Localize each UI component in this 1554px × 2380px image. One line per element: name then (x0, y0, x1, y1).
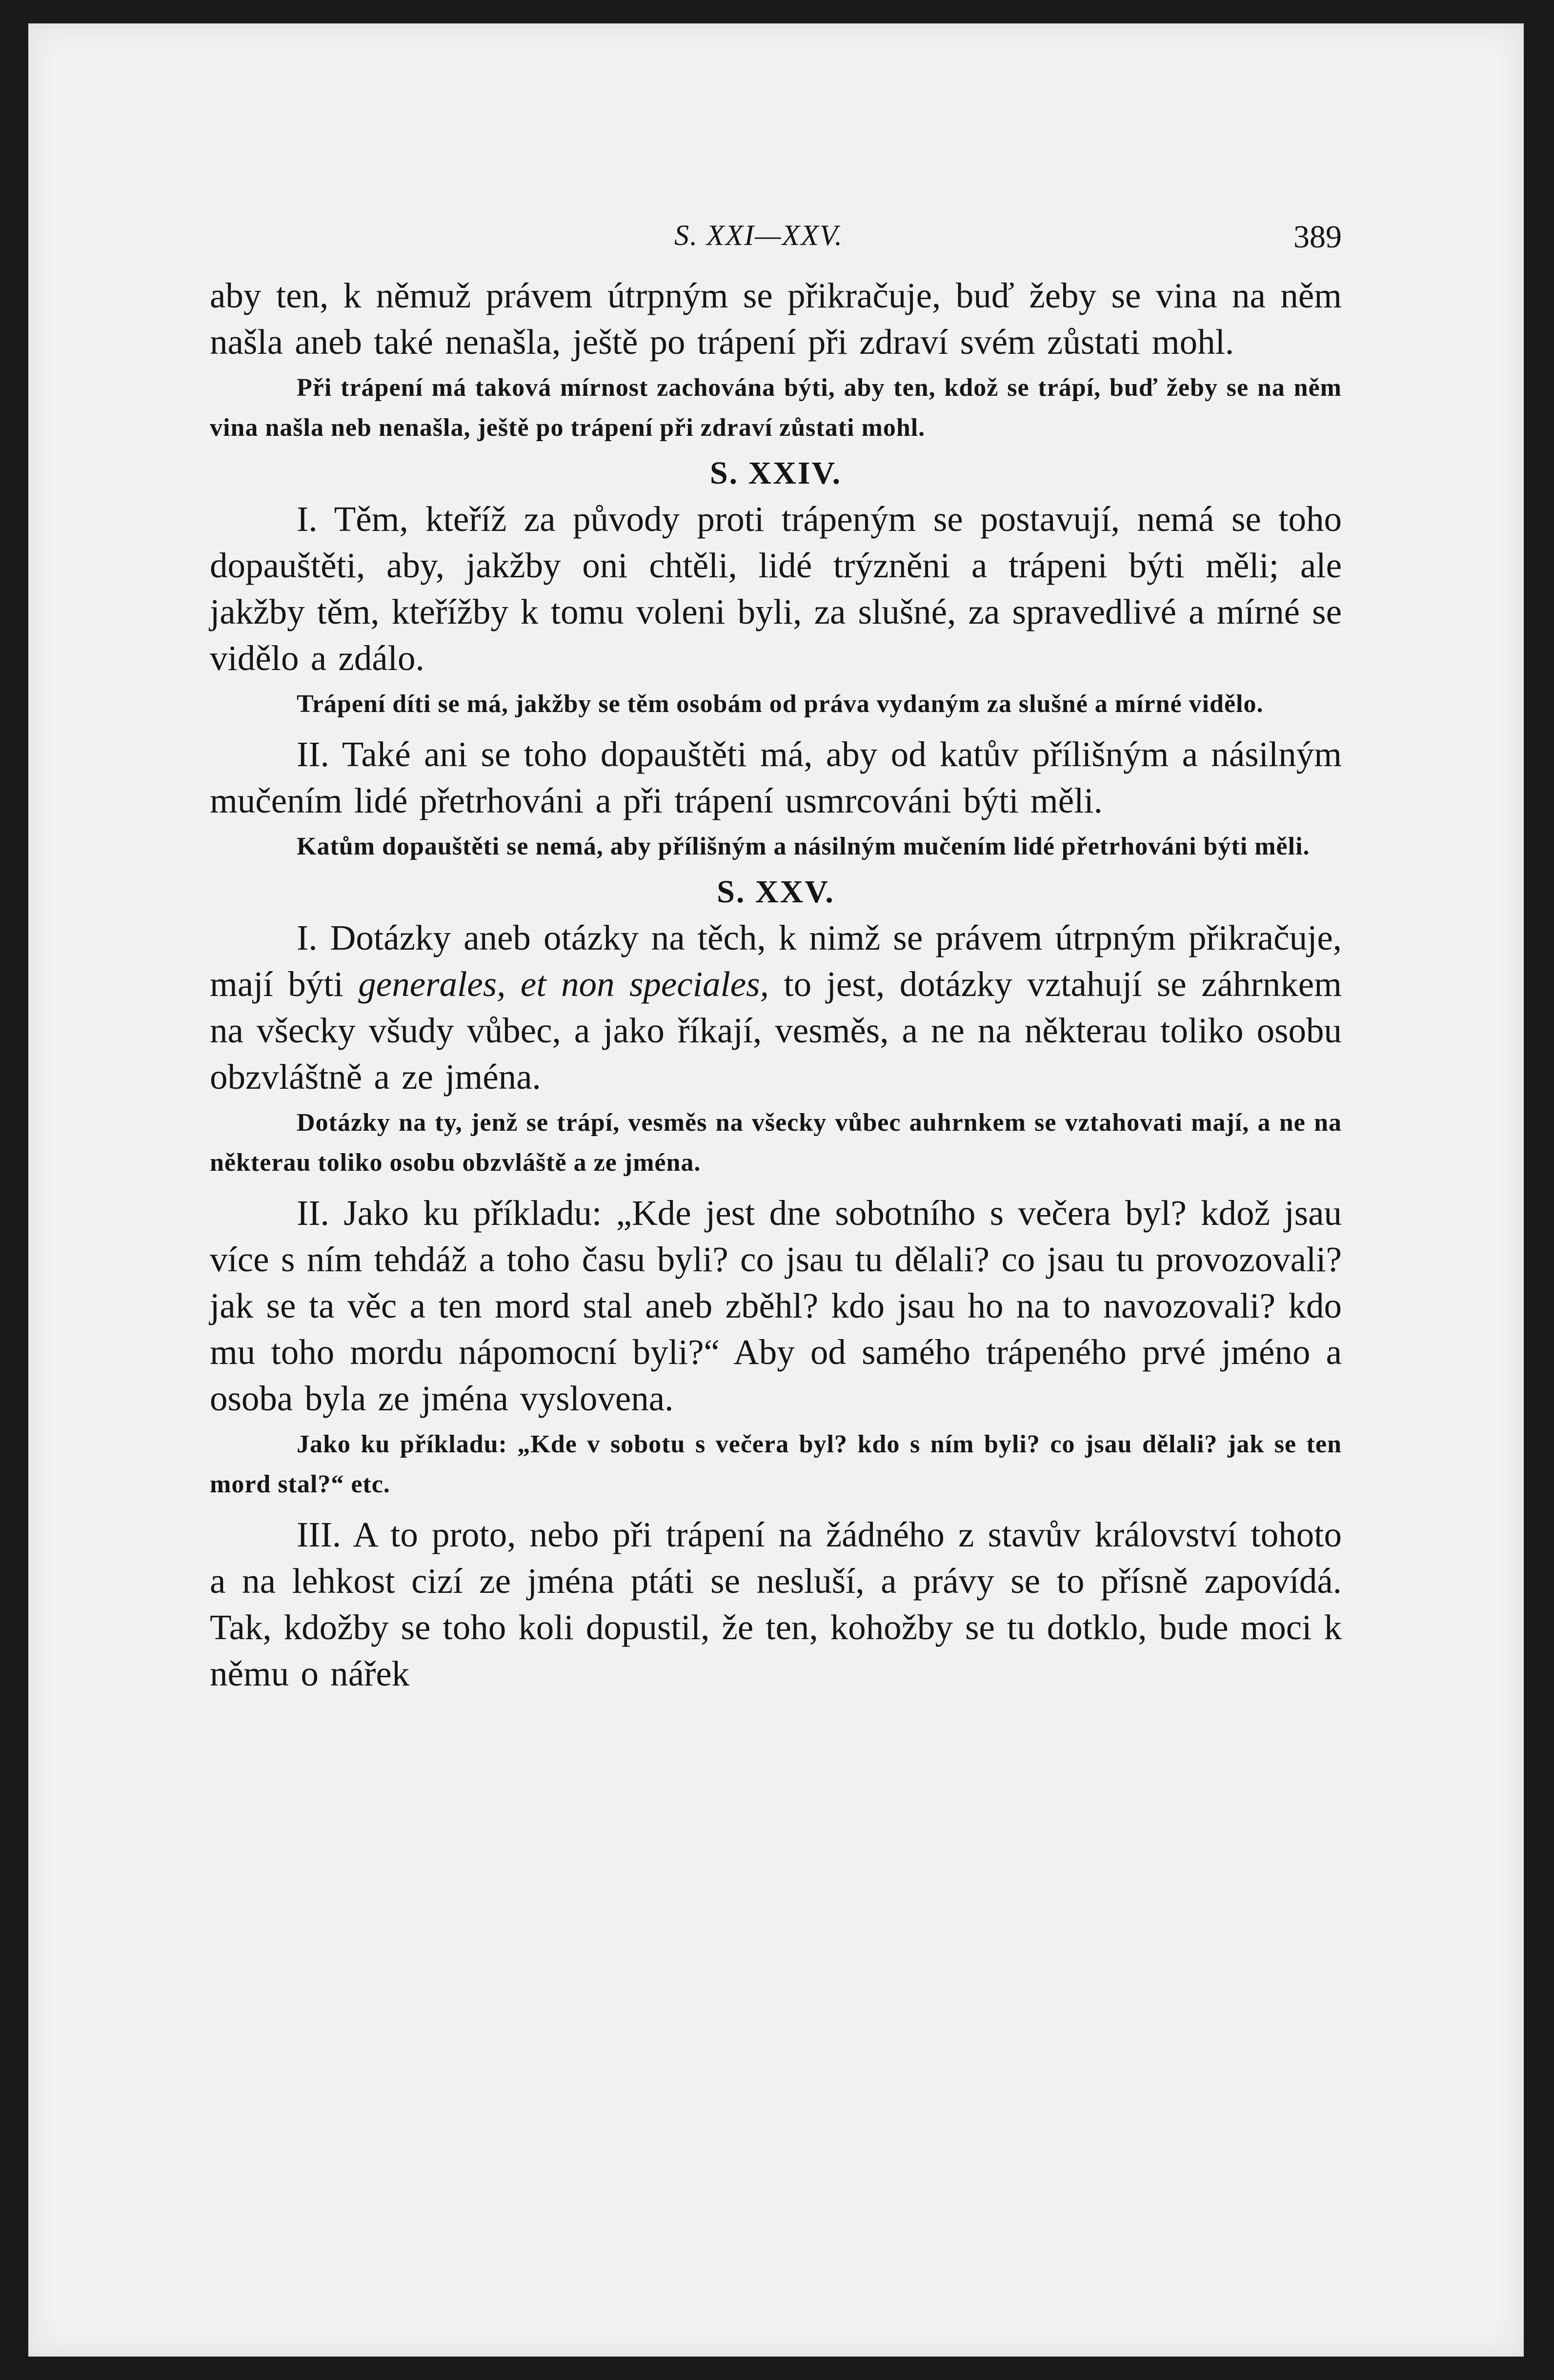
summary-note: Trápení díti se má, jakžby se těm osobám od práva vydaným za slušné a mírné vidělo. (297, 690, 1264, 718)
paragraph-xxv-2: II. Jako ku příkladu: „Kde jest dne sobotního s večera byl? kdož jsau více s ním tehdáž a toho času byli? co jsau tu dělali? co jsau tu provozovali? jak se ta věc a ten mord stal aneb zběhl? kdo jsau ho na to navozovali? kdo mu toho mordu nápomocní byli?“ Aby od samého trápeného prvé jméno a osoba byla ze jména vyslovena. (210, 1193, 1342, 1418)
summary-note: Při trápení má taková mírnost zachována býti, aby ten, kdož se trápí, buď žeby se na něm vina našla neb nenašla, ještě po trápení při zdraví zůstati mohl. (210, 374, 1342, 442)
summary-note: Jako ku příkladu: „Kde v sobotu s večera byl? kdo s ním byli? co jsau dělali? jak se ten mord stal?“ etc. (210, 1430, 1342, 1498)
text-block (210, 209, 1342, 1697)
paragraph-continuation: aby ten, k němuž právem útrpným se přikračuje, buď žeby se vina na něm našla aneb také nenašla, ještě po trápení při zdraví svém zůstati mohl. (210, 276, 1342, 362)
page-header (210, 209, 1342, 272)
paragraph-xxiv-1: I. Těm, kteříž za původy proti trápeným se postavují, nemá se toho dopauštěti, aby, jakžby oni chtěli, lidé trýzněni a trápeni býti měli; ale jakžby těm, kteřížby k tomu voleni byli, za slušné, za spravedlivé a mírné se vidělo a zdálo. (210, 499, 1342, 678)
section-heading-xxiv: S. XXIV. (709, 455, 842, 491)
paragraph-xxiv-2: II. Také ani se toho dopauštěti má, aby od katův přílišným a násilným mučením lidé přetrhováni a při trápení usmrcováni býti měli. (210, 734, 1342, 820)
paragraph-text: to jest, dotázky vztahují se záhrnkem na všecky všudy vůbec, a jako říkají, vesměs, a ne na některau toliko osobu obzvláštně a ze jména. (210, 964, 1342, 1097)
paragraph-text: I. Dotázky aneb otázky na těch, k nimž se právem útrpným přikračuje, mají býti (210, 918, 1342, 1004)
paragraph-xxv-3: III. A to proto, nebo při trápení na žádného z stavův království tohoto a na lehkost cizí ze jména ptáti se nesluší, a právy se to přísně zapovídá. Tak, kdožby se toho koli dopustil, že ten, kohožby se tu dotklo, bude moci k němu o nářek (210, 1515, 1342, 1693)
running-head: S. XXI—XXV. (674, 219, 843, 251)
summary-note: Katům dopauštěti se nemá, aby přílišným a násilným mučením lidé přetrhováni býti měli. (297, 833, 1310, 860)
paragraph-xxv-1 (210, 915, 1342, 1100)
paper-sheet (28, 23, 1524, 2357)
latin-phrase: generales, et non speciales, (358, 964, 769, 1004)
summary-note: Dotázky na ty, jenž se trápí, vesměs na všecky vůbec auhrnkem se vztahovati mají, a ne na některau toliko osobu obzvláště a ze jména. (210, 1109, 1342, 1177)
page-number: 389 (1293, 219, 1342, 255)
section-heading-xxv: S. XXV. (717, 874, 835, 910)
